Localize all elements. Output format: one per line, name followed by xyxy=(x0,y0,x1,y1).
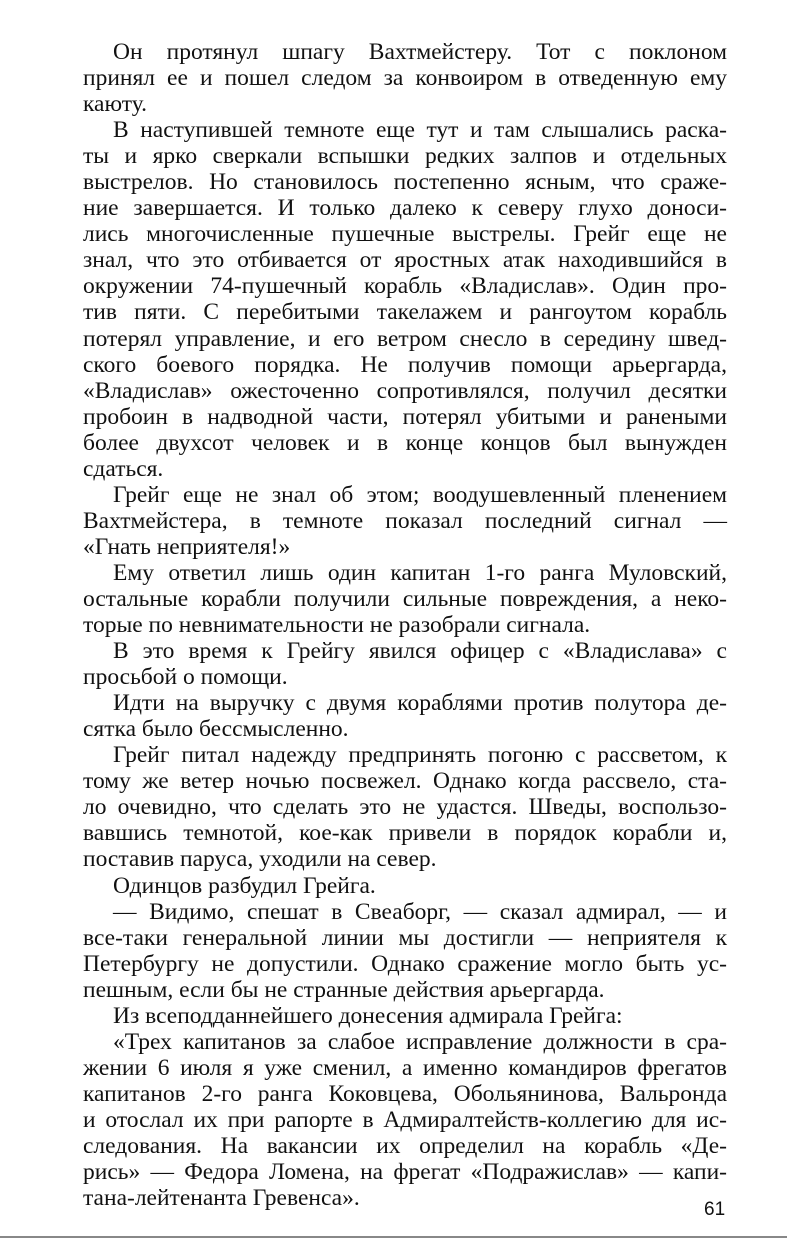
text-line: тому же ветер ночью посвежел. Однако когда рассвело, ста- xyxy=(83,768,727,795)
text-line: остальные корабли получили сильные повреждения, а неко- xyxy=(83,585,727,612)
text-line: ского боевого порядка. Не получив помощи арьергарда, xyxy=(83,351,727,378)
paragraph xyxy=(83,873,727,899)
text-line: и отослал их при рапорте в Адмиралтейств-коллегию для ис- xyxy=(83,1106,727,1133)
paragraph xyxy=(83,1003,727,1029)
text-line: сятка было бессмысленно. xyxy=(83,716,349,743)
text-line: более двухсот человек и в конце концов был вынужден xyxy=(83,429,727,456)
text-line: ние завершается. И только далеко к северу глухо доноси- xyxy=(83,195,727,222)
text-line: следования. На вакансии их определил на корабль «Де- xyxy=(83,1132,727,1159)
text-line: все-таки генеральной линии мы достигли — неприятеля к xyxy=(83,924,727,951)
book-page-text xyxy=(83,39,727,1211)
text-line: вавшись темнотой, кое-как привели в порядок корабли и, xyxy=(83,820,727,847)
text-line: сдаться. xyxy=(83,455,164,482)
text-line: Вахтмейстера, в темноте показал последний сигнал — xyxy=(83,507,727,534)
page-number: 61 xyxy=(704,1199,726,1220)
text-line: пешным, если бы не странные действия арьергарда. xyxy=(83,976,605,1003)
paragraph xyxy=(83,899,727,1003)
text-line: капитанов 2-го ранга Коковцева, Обольянинова, Вальронда xyxy=(83,1080,727,1107)
text-line: «Трех капитанов за слабое исправление должности в сра- xyxy=(113,1028,727,1055)
text-line: ты и ярко сверкали вспышки редких залпов и отдельных xyxy=(83,143,727,170)
paragraph xyxy=(83,690,727,742)
text-line: «Гнать неприятеля!» xyxy=(83,533,291,560)
text-line: В это время к Грейгу явился офицер с «Владислава» с xyxy=(113,638,727,665)
text-line: Ему ответил лишь один капитан 1-го ранга Муловский, xyxy=(113,559,727,586)
text-line: принял ее и пошел следом за конвоиром в отведенную ему xyxy=(83,65,727,92)
text-line: Петербургу не допустили. Однако сражение могло быть ус- xyxy=(83,950,727,977)
text-line: рись» — Федора Ломена, на фрегат «Подражислав» — капи- xyxy=(83,1159,727,1186)
paragraph xyxy=(83,482,727,560)
text-line: торые по невнимательности не разобрали сигнала. xyxy=(83,612,591,639)
text-line: Одинцов разбудил Грейга. xyxy=(113,872,376,899)
text-line: В наступившей темноте еще тут и там слышались раска- xyxy=(113,117,727,144)
text-line: просьбой о помощи. xyxy=(83,664,288,691)
text-line: «Владислав» ожесточенно сопротивлялся, получил десятки xyxy=(83,377,727,404)
text-line: выстрелов. Но становилось постепенно ясным, что сраже- xyxy=(83,169,727,196)
text-line: тана-лейтенанта Гревенса». xyxy=(83,1185,360,1212)
paragraph xyxy=(83,560,727,638)
text-line: Грейг питал надежду предпринять погоню с рассветом, к xyxy=(113,742,727,769)
text-line: знал, что это отбивается от яростных атак находившийся в xyxy=(83,247,727,274)
bottom-divider xyxy=(0,1236,787,1238)
text-line: Грейг еще не знал об этом; воодушевленный пленением xyxy=(113,481,727,508)
paragraph xyxy=(83,742,727,872)
text-line: каюту. xyxy=(83,91,147,118)
text-line: ло очевидно, что сделать это не удастся. Шведы, воспользо- xyxy=(83,794,727,821)
text-line: — Видимо, спешат в Свеаборг, — сказал адмирал, — и xyxy=(113,898,727,925)
paragraph xyxy=(83,39,727,117)
paragraph xyxy=(83,1029,727,1211)
text-line: Из всеподданнейшего донесения адмирала Грейга: xyxy=(113,1002,623,1029)
text-line: жении 6 июля я уже сменил, а именно командиров фрегатов xyxy=(83,1054,727,1081)
paragraph xyxy=(83,638,727,690)
text-line: поставив паруса, уходили на север. xyxy=(83,846,437,873)
text-line: тив пяти. С перебитыми такелажем и рангоутом корабль xyxy=(83,299,727,326)
text-line: окружении 74-пушечный корабль «Владислав». Один про- xyxy=(83,273,727,300)
text-line: лись многочисленные пушечные выстрелы. Грейг еще не xyxy=(83,221,727,248)
text-line: Он протянул шпагу Вахтмейстеру. Тот с поклоном xyxy=(113,39,727,65)
text-line: потерял управление, и его ветром снесло в середину швед- xyxy=(83,325,727,352)
text-line: пробоин в надводной части, потерял убитыми и ранеными xyxy=(83,403,727,430)
paragraph xyxy=(83,117,727,482)
text-line: Идти на выручку с двумя кораблями против полутора де- xyxy=(113,690,727,717)
